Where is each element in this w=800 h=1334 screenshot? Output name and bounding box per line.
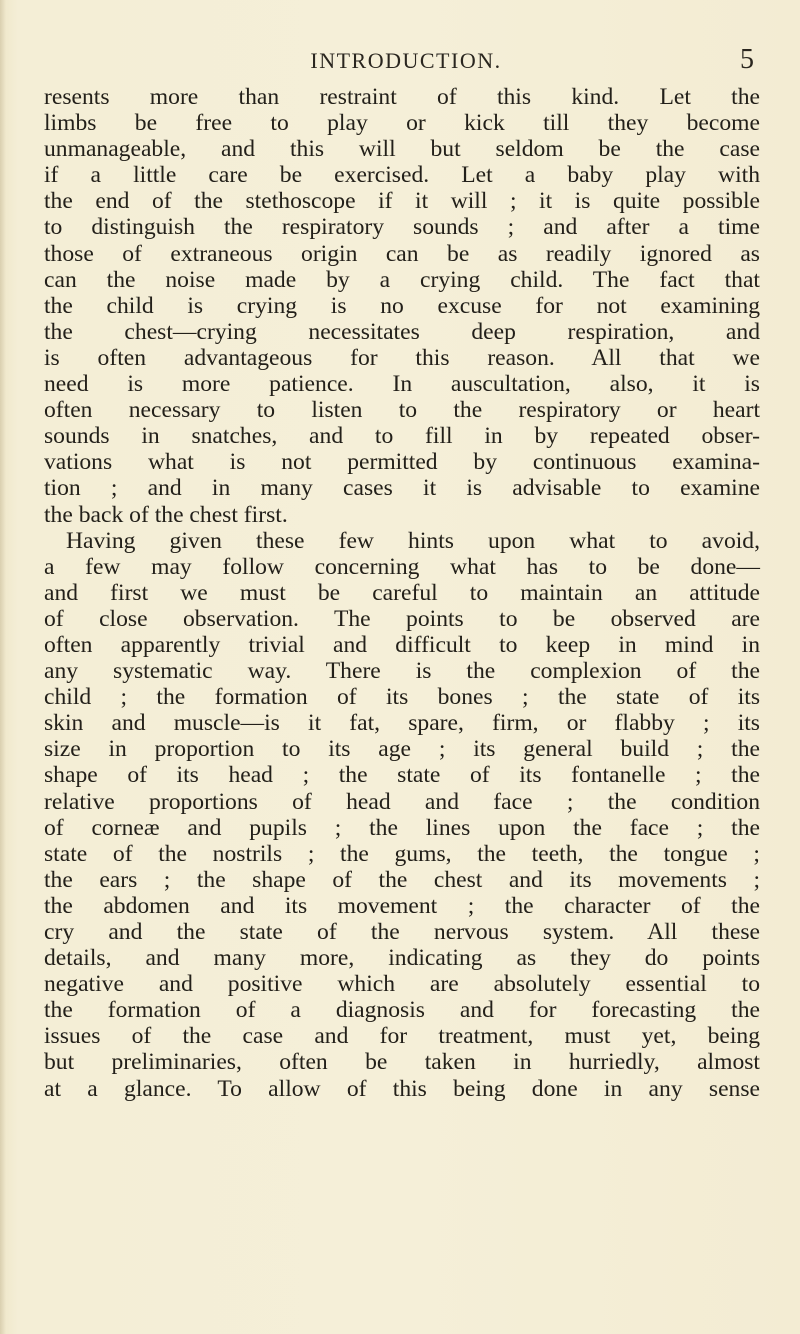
text-line: the formation of a diagnosis and for forecasting the [44,997,760,1024]
text-line: child ; the formation of its bones ; the state of its [44,684,760,711]
text-line: the child is crying is no excuse for not examining [44,292,760,319]
text-line: to distinguish the respiratory sounds ; and after a time [44,214,760,241]
text-line: and first we must be careful to maintain an attitude [44,579,760,606]
page-number: 5 [740,44,754,75]
text-line: of corneæ and pupils ; the lines upon the face ; the [44,814,760,841]
text-line: unmanageable, and this will but seldom be the case [44,136,760,163]
paragraph-start-line: Having given these few hints upon what to avoid, [66,527,760,554]
text-line: resents more than restraint of this kind. Let the [44,84,760,110]
text-line: limbs be free to play or kick till they become [44,110,760,137]
text-line: negative and positive which are absolutely essential to [44,971,760,998]
text-line: vations what is not permitted by continuous examina- [44,449,760,476]
text-line: but preliminaries, often be taken in hurriedly, almost [44,1049,760,1076]
text-line: the end of the stethoscope if it will ; it is quite possible [44,188,760,215]
text-line: any systematic way. There is the complexion of the [44,658,760,685]
text-line: skin and muscle—is it fat, spare, firm, or flabby ; its [44,710,760,737]
text-line: is often advantageous for this reason. All that we [44,344,760,371]
text-line: tion ; and in many cases it is advisable to examine [44,475,760,502]
text-line: details, and many more, indicating as they do points [44,945,760,972]
text-line: need is more patience. In auscultation, also, it is [44,371,760,398]
body-text [44,84,760,1102]
text-line: of close observation. The points to be observed are [44,605,760,632]
text-line: the ears ; the shape of the chest and its movements ; [44,866,760,893]
text-line: issues of the case and for treatment, must yet, being [44,1023,760,1050]
gutter-shadow [0,0,6,1334]
text-line: often necessary to listen to the respiratory or heart [44,397,760,424]
text-line: the abdomen and its movement ; the character of the [44,892,760,919]
text-line: those of extraneous origin can be as readily ignored as [44,240,760,267]
text-line: cry and the state of the nervous system. All these [44,919,760,945]
text-line: the chest—crying necessitates deep respiration, and [44,318,760,345]
text-line: if a little care be exercised. Let a baby play with [44,162,760,189]
text-line: shape of its head ; the state of its fontanelle ; the [44,762,760,789]
text-line: sounds in snatches, and to fill in by repeated obser- [44,423,760,450]
text-line: can the noise made by a crying child. The fact that [44,266,760,293]
running-title: INTRODUCTION. [310,48,502,73]
text-line: size in proportion to its age ; its general build ; the [44,736,760,763]
text-line: often apparently trivial and difficult to keep in mind in [44,631,760,658]
text-line: relative proportions of head and face ; the condition [44,788,760,815]
text-line: at a glance. To allow of this being done in any sense [44,1075,760,1102]
text-line: a few may follow concerning what has to be done— [44,553,760,580]
text-line: the back of the chest first. [44,501,288,528]
text-line: state of the nostrils ; the gums, the teeth, the tongue ; [44,840,760,867]
running-head [58,40,754,80]
